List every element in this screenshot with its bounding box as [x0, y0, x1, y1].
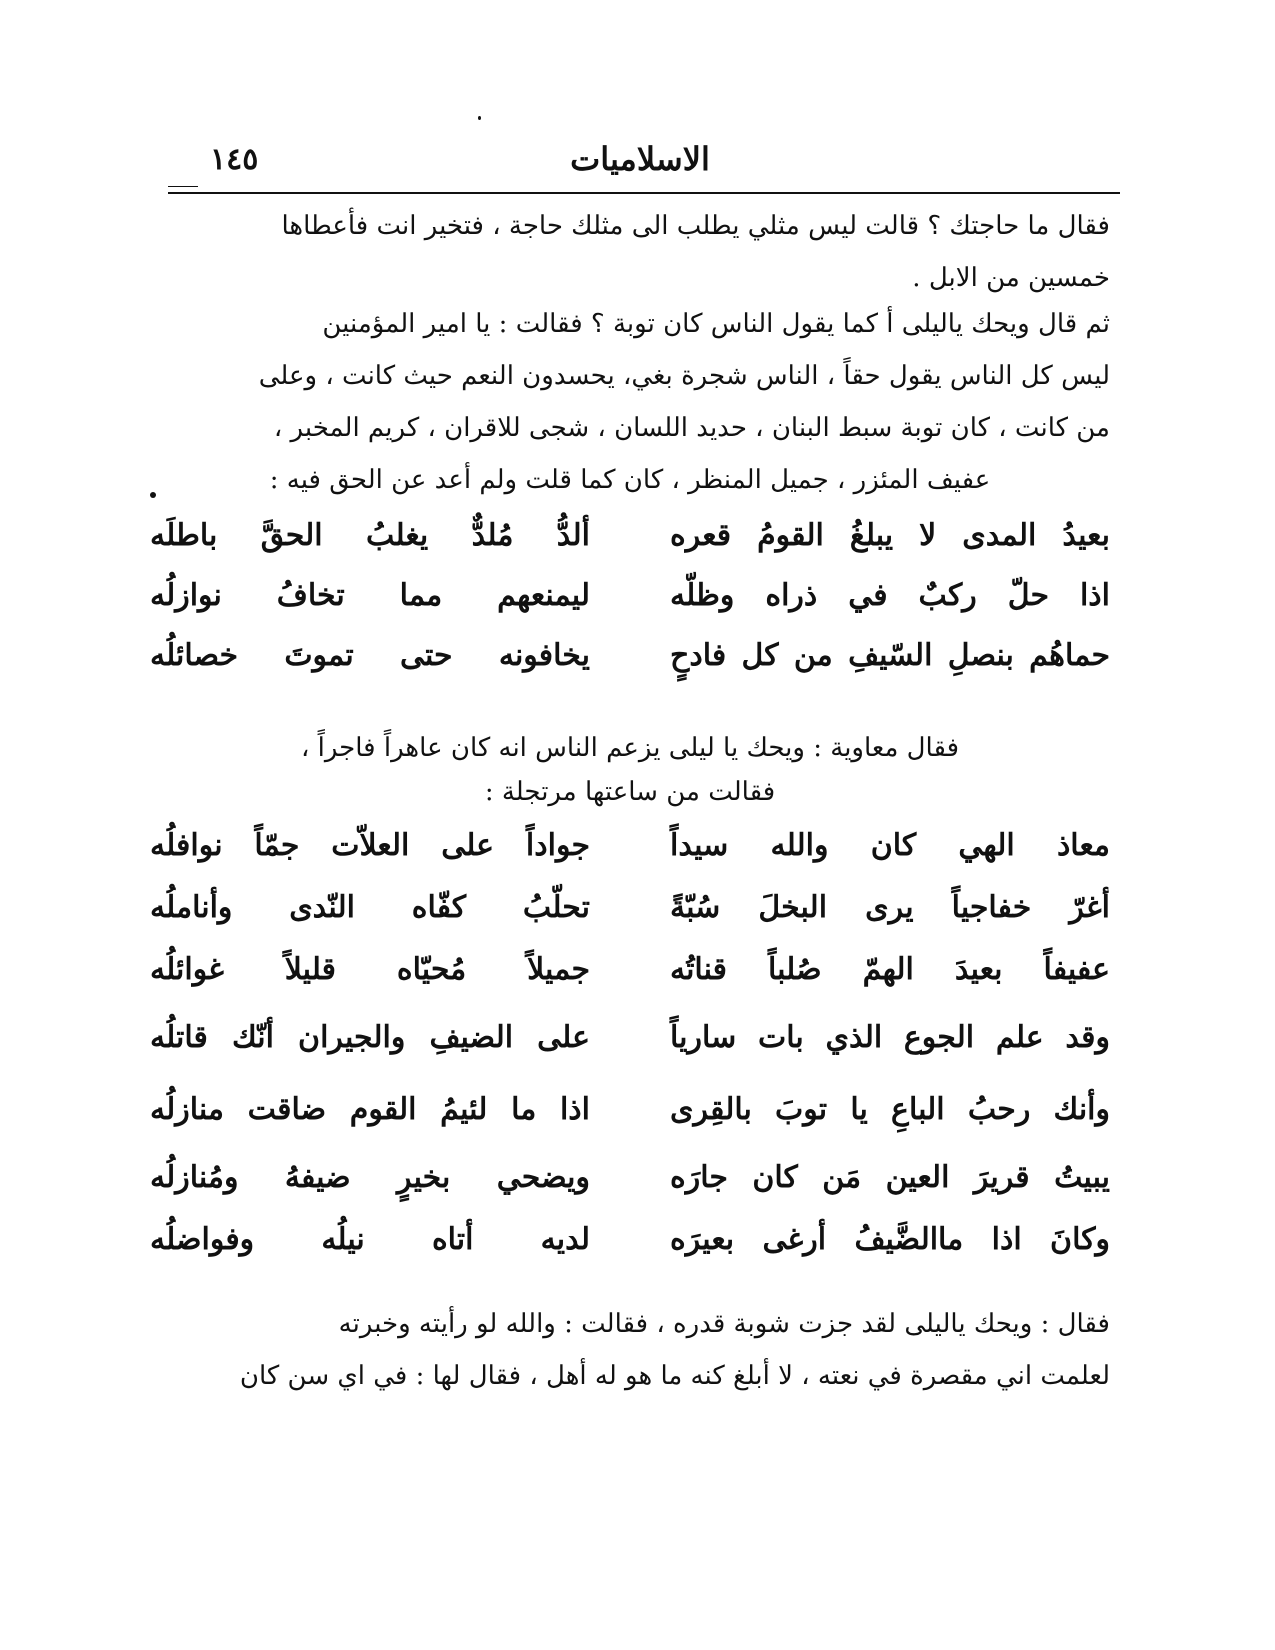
verse-first-hemistich: معاذ الهي كان والله سيداً — [670, 828, 1110, 863]
paragraph-line: من كانت ، كان توبة سبط البنان ، حديد اللسان ، شجى للاقران ، كريم المخبر ، — [273, 413, 1110, 443]
paragraph-2 — [150, 298, 1110, 506]
poem2-verse — [150, 1222, 1110, 1282]
verse-first-hemistich: عفيفاً بعيدَ الهمّ صُلباً قناتُه — [670, 952, 1110, 987]
verse-second-hemistich: لديه أتاه نيلُه وفواضلُه — [150, 1222, 590, 1257]
verse-second-hemistich: جواداً على العلاّت جمّاً نوافلُه — [150, 828, 590, 863]
verse-first-hemistich: وقد علم الجوع الذي بات سارياً — [670, 1020, 1110, 1055]
running-title: الاسلاميات — [570, 140, 710, 178]
paragraph-line: فقال : ويحك ياليلى لقد جزت شوبة قدره ، فقالت : والله لو رأيته وخبرته — [338, 1309, 1110, 1339]
verse-second-hemistich: ويضحي بخيرٍ ضيفهُ ومُنازلُه — [150, 1160, 590, 1195]
verse-second-hemistich: ألدُّ مُلدٌّ يغلبُ الحقَّ باطلَه — [150, 518, 590, 553]
poem2-verse — [150, 952, 1110, 1012]
verse-first-hemistich: يبيتُ قريرَ العين مَن كان جارَه — [670, 1160, 1110, 1195]
verse-first-hemistich: حماهُم بنصلِ السّيفِ من كل فادحٍ — [670, 638, 1110, 673]
verse-second-hemistich: تحلّبُ كفّاه النّدى وأناملُه — [150, 890, 590, 925]
verse-first-hemistich: اذا حلّ ركبٌ في ذراه وظلّه — [670, 578, 1110, 613]
poem2-verse — [150, 828, 1110, 888]
paragraph-1 — [150, 200, 1110, 304]
verse-first-hemistich: وأنك رحبُ الباعِ يا توبَ بالقِرى — [670, 1092, 1110, 1127]
page-number: ١٤٥ — [210, 142, 259, 177]
verse-first-hemistich: بعيدُ المدى لا يبلغُ القومُ قعره — [670, 518, 1110, 553]
paragraph-line: ثم قال ويحك ياليلى أ كما يقول الناس كان توبة ؟ فقالت : يا امير المؤمنين — [322, 309, 1110, 339]
verse-second-hemistich: يخافونه حتى تموتَ خصائلُه — [150, 638, 590, 673]
poem1-verse — [150, 518, 1110, 578]
paragraph-line: ليس كل الناس يقول حقاً ، الناس شجرة بغي، يحسدون النعم حيث كانت ، وعلى — [258, 361, 1110, 391]
verse-second-hemistich: على الضيفِ والجيران أنّك قاتلُه — [150, 1020, 590, 1055]
header-rule-tick — [168, 186, 198, 187]
poem2-verse — [150, 890, 1110, 950]
verse-second-hemistich: ليمنعهم مما تخافُ نوازلُه — [150, 578, 590, 613]
poem2-verse — [150, 1020, 1110, 1080]
poem1-verse — [150, 578, 1110, 638]
paragraph-line: لعلمت اني مقصرة في نعته ، لا أبلغ كنه ما هو له أهل ، فقال لها : في اي سن كان — [239, 1361, 1110, 1391]
poem2-verse — [150, 1160, 1110, 1220]
poem1-verse — [150, 638, 1110, 698]
verse-second-hemistich: اذا ما لئيمُ القوم ضاقت منازلُه — [150, 1092, 590, 1127]
paragraph-line: فقال ما حاجتك ؟ قالت ليس مثلي يطلب الى مثلك حاجة ، فتخير انت فأعطاها — [281, 211, 1110, 241]
verse-second-hemistich: جميلاً مُحيّاه قليلاً غوائلُه — [150, 952, 590, 987]
paragraph-line: خمسين من الابل . — [912, 263, 1110, 293]
page-header — [160, 140, 1120, 186]
transition-line: فقال معاوية : ويحك يا ليلى يزعم الناس انه كان عاهراً فاجراً ، — [300, 733, 960, 763]
ink-dot — [150, 492, 156, 498]
transition-line: فقالت من ساعتها مرتجلة : — [484, 777, 776, 807]
header-rule — [168, 192, 1120, 194]
verse-first-hemistich: أغرّ خفاجياً يرى البخلَ سُبّةً — [670, 890, 1110, 925]
ink-speck — [478, 116, 481, 120]
closing-paragraph — [150, 1298, 1110, 1402]
poem2-verse — [150, 1092, 1110, 1152]
paragraph-line: عفيف المئزر ، جميل المنظر ، كان كما قلت ولم أعد عن الحق فيه : — [269, 465, 991, 495]
verse-first-hemistich: وكانَ اذا ماالضَّيفُ أرغى بعيرَه — [670, 1222, 1110, 1257]
